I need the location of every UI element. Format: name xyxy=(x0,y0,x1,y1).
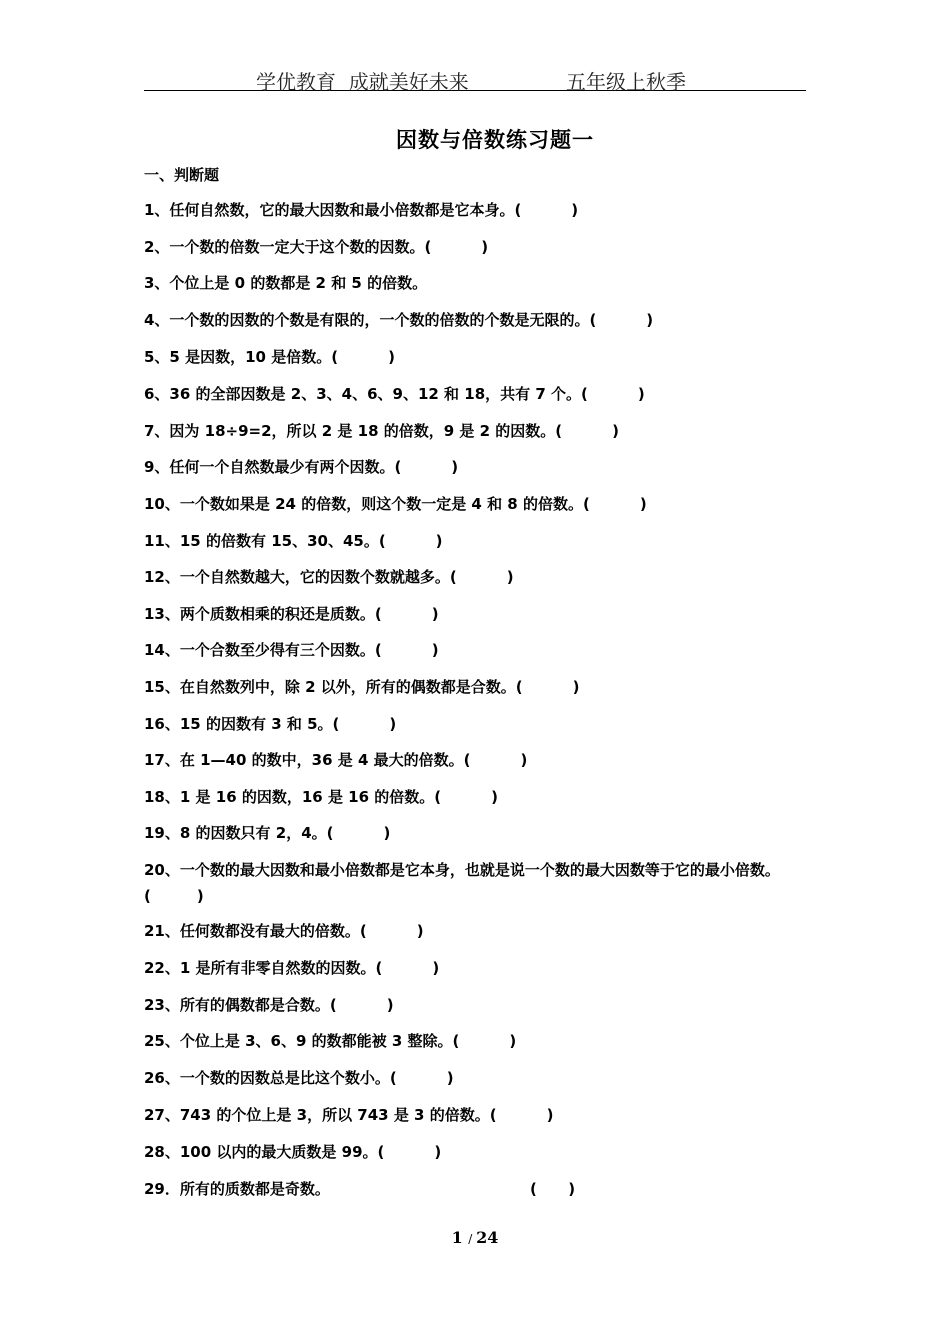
question-text: 2、一个数的倍数一定大于这个数的因数。( xyxy=(144,238,432,256)
question-item xyxy=(144,992,812,1018)
question-text: 9、任何一个自然数最少有两个因数。( xyxy=(144,458,402,476)
question-item xyxy=(144,1065,812,1091)
question-item xyxy=(144,857,812,909)
answer-blank[interactable]: ) xyxy=(386,996,394,1014)
answer-blank[interactable]: ) xyxy=(481,238,489,256)
question-text: 21、任何数都没有最大的倍数。( xyxy=(144,922,367,940)
question-text: 19、8 的因数只有 2，4。( xyxy=(144,824,334,842)
answer-blank[interactable]: ) xyxy=(196,887,204,905)
question-text: 16、15 的因数有 3 和 5。( xyxy=(144,715,340,733)
question-item xyxy=(144,784,812,810)
question-text: 25、个位上是 3、6、9 的数都能被 3 整除。( xyxy=(144,1032,460,1050)
answer-blank[interactable]: ( ) xyxy=(530,1180,576,1198)
page-total: 24 xyxy=(476,1228,499,1247)
page-header xyxy=(144,60,806,94)
question-text: 26、一个数的因数总是比这个数小。( xyxy=(144,1069,397,1087)
question-item xyxy=(144,637,812,663)
answer-blank[interactable]: ) xyxy=(612,422,620,440)
answer-blank[interactable]: ) xyxy=(446,1069,454,1087)
question-item xyxy=(144,747,812,773)
question-item xyxy=(144,955,812,981)
question-text: 1、任何自然数，它的最大因数和最小倍数都是它本身。( xyxy=(144,201,522,219)
question-text: 29．所有的质数都是奇数。 xyxy=(144,1180,330,1198)
question-item xyxy=(144,1102,812,1128)
page-title: 因数与倍数练习题一 xyxy=(396,128,594,152)
question-item xyxy=(144,270,812,296)
answer-blank[interactable]: ) xyxy=(506,568,514,586)
answer-blank[interactable]: ) xyxy=(389,715,397,733)
question-item xyxy=(144,820,812,846)
question-item xyxy=(144,1139,812,1165)
question-item xyxy=(144,381,812,407)
question-item xyxy=(144,1028,812,1054)
question-text: 20、一个数的最大因数和最小倍数都是它本身，也就是说一个数的最大因数等于它的最小倍数。( xyxy=(144,861,780,905)
answer-blank[interactable]: ) xyxy=(432,959,440,977)
answer-blank[interactable]: ) xyxy=(431,605,439,623)
answer-blank[interactable]: ) xyxy=(646,311,654,329)
question-text: 23、所有的偶数都是合数。( xyxy=(144,996,337,1014)
answer-blank[interactable]: ) xyxy=(383,824,391,842)
question-text: 28、100 以内的最大质数是 99。( xyxy=(144,1143,385,1161)
answer-blank[interactable]: ) xyxy=(388,348,395,366)
question-text: 11、15 的倍数有 15、30、45。( xyxy=(144,532,386,550)
question-item xyxy=(144,491,812,517)
answer-blank[interactable]: ) xyxy=(639,495,647,513)
answer-blank[interactable]: ) xyxy=(546,1106,554,1124)
question-text: 18、1 是 16 的因数，16 是 16 的倍数。( xyxy=(144,788,442,806)
question-item xyxy=(144,454,812,480)
question-text: 7、因为 18÷9=2，所以 2 是 18 的倍数，9 是 2 的因数。( xyxy=(144,422,563,440)
question-text: 15、在自然数列中，除 2 以外，所有的偶数都是合数。( xyxy=(144,678,523,696)
question-item xyxy=(144,918,812,944)
question-item xyxy=(144,307,812,333)
question-text: 22、1 是所有非零自然数的因数。( xyxy=(144,959,383,977)
question-text: 3、个位上是 0 的数都是 2 和 5 的倍数。 xyxy=(144,274,428,292)
question-item xyxy=(144,564,812,590)
question-text: 5、5 是因数，10 是倍数。( xyxy=(144,348,339,366)
question-text: 12、一个自然数越大，它的因数个数就越多。( xyxy=(144,568,457,586)
header-slogan: 学优教育 成就美好未来 xyxy=(256,70,469,94)
answer-blank[interactable]: ) xyxy=(434,1143,442,1161)
answer-blank[interactable]: ) xyxy=(435,532,443,550)
answer-blank[interactable]: ) xyxy=(520,751,528,769)
question-text: 27、743 的个位上是 3，所以 743 是 3 的倍数。( xyxy=(144,1106,497,1124)
header-grade: 五年级上秋季 xyxy=(566,70,686,94)
answer-blank[interactable]: ) xyxy=(431,641,439,659)
question-item xyxy=(144,674,812,700)
question-item xyxy=(144,528,812,554)
question-item xyxy=(144,711,812,737)
page-number xyxy=(0,1228,950,1247)
question-text: 6、36 的全部因数是 2、3、4、6、9、12 和 18，共有 7 个。( xyxy=(144,385,588,403)
answer-blank[interactable]: ) xyxy=(572,678,580,696)
question-text: 10、一个数如果是 24 的倍数，则这个数一定是 4 和 8 的倍数。( xyxy=(144,495,590,513)
question-item xyxy=(144,1176,812,1202)
question-text: 14、一个合数至少得有三个因数。( xyxy=(144,641,382,659)
answer-blank[interactable]: ) xyxy=(416,922,424,940)
answer-blank[interactable]: ) xyxy=(451,458,459,476)
answer-blank[interactable]: ) xyxy=(637,385,645,403)
answer-blank[interactable]: ) xyxy=(571,201,579,219)
page-current: 1 xyxy=(451,1228,463,1247)
question-item xyxy=(144,601,812,627)
page-separator: / xyxy=(468,1232,477,1246)
question-text: 17、在 1—40 的数中，36 是 4 最大的倍数。( xyxy=(144,751,471,769)
answer-blank[interactable]: ) xyxy=(491,788,498,806)
answer-blank[interactable]: ) xyxy=(509,1032,517,1050)
question-item xyxy=(144,197,812,223)
question-text: 13、两个质数相乘的积还是质数。( xyxy=(144,605,382,623)
question-item xyxy=(144,234,812,260)
question-text: 4、一个数的因数的个数是有限的，一个数的倍数的个数是无限的。( xyxy=(144,311,597,329)
section-heading: 一、判断题 xyxy=(144,166,220,184)
question-item xyxy=(144,418,812,444)
question-item xyxy=(144,344,812,370)
